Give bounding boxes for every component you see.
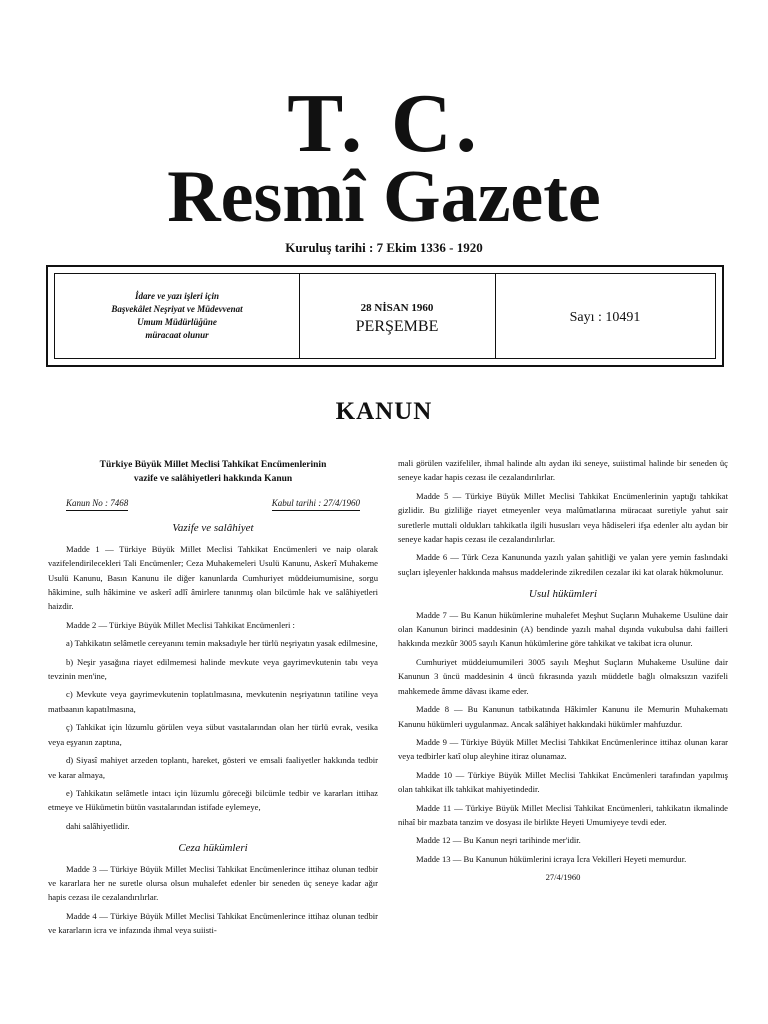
issue-cell: [495, 274, 715, 358]
paragraph: mali görülen vazifeliler, ihmal halinde altı aydan iki seneye, suiistimal halinde bir seneden üç seneye kadar hapis cezası ile cezalandırılırlar.: [398, 458, 728, 483]
paragraph: Cumhuriyet müddeiumumileri 3005 sayılı Meşhut Suçların Muhakeme Usulüne dair Kanunun 3 üncü maddesinin 4 üncü fıkrasında yazılı müddetle bağlı olmaksızın vazifeli mahkemede âmme dâvası ikame eder.: [398, 656, 728, 696]
paragraph: d) Siyasî mahiyet arzeden toplantı, hareket, gösteri ve emsali faaliyetler hakkında tedbir ve karar almaya,: [48, 755, 378, 780]
paragraph: c) Mevkute veya gayrimevkutenin toplatılmasına, mevkutenin neşriyatının tatiline veya matbaanın kapatılmasına,: [48, 689, 378, 714]
paragraph: Madde 2 — Türkiye Büyük Millet Meclisi Tahkikat Encümenleri :: [66, 619, 295, 630]
paragraph: Madde 7 — Bu Kanun hükümlerine muhalefet Meşhut Suçların Muhakeme Usulüne dair olan Kanunun birinci maddesinin (A) bendinde yazılı mahal dışında vukubulsa dahi failleri hakkında mezkûr 3005 sayılı Kanun hükümlerine göre tahkikat ve takibat icra olunur.: [398, 609, 728, 649]
law-title: [48, 458, 378, 486]
admin-line: Başvekâlet Neşriyat ve Müdevvenat: [111, 304, 243, 314]
paragraph: a) Tahkikatın selâmetle cereyanını temin maksadıyle her türlü neşriyatın yasak edilmesine,: [66, 638, 378, 649]
paragraph: Madde 6 — Türk Ceza Kanununda yazılı yalan şahitliği ve yalan yere yemin faslındaki suçları işleyenler hakkında mahsus maddelerinde zikredilen cezalar iki kat olarak hükmolunur.: [398, 552, 728, 577]
founding-date: Kuruluş tarihi : 7 Ekim 1336 - 1920: [285, 240, 483, 255]
paragraph: Madde 12 — Bu Kanun neşri tarihinde mer'idir.: [416, 835, 581, 846]
paragraph: Madde 13 — Bu Kanunun hükümlerini icraya İcra Vekilleri Heyeti memurdur.: [416, 853, 687, 864]
paragraph: Madde 4 — Türkiye Büyük Millet Meclisi Tahkikat Encümenlerince ittihaz olunan tedbir ve kararların icra ve infazında ihmal veya suiisti-: [48, 910, 378, 936]
section-heading-duties: Vazife ve salâhiyet: [172, 522, 254, 535]
law-title-line: Türkiye Büyük Millet Meclisi Tahkikat Encümenlerinin: [99, 460, 327, 470]
paragraph: Madde 10 — Türkiye Büyük Millet Meclisi Tahkikat Encümenleri tarafından yapılmış olan tahkikat ilk tahkikat mahiyetindedir.: [398, 769, 728, 795]
section-heading-penalties: Ceza hükümleri: [178, 842, 248, 855]
info-box-inner: [54, 273, 716, 359]
paragraph: Madde 9 — Türkiye Büyük Millet Meclisi Tahkikat Encümenlerince ittihaz olunan karar veya tedbirler katî olup aleyhine itiraz olunamaz.: [398, 736, 728, 762]
paragraph: e) Tahkikatın selâmetle intacı için lüzumlu göreceği bilcümle tedbir ve kararları ittihaz etmeye ve Hükümetin bütün vasıtalarından istifade eylemeye,: [48, 787, 378, 813]
admin-cell: [55, 274, 300, 358]
paragraph: dahi salâhiyetlidir.: [66, 820, 130, 831]
paragraph: Madde 8 — Bu Kanunun tatbikatında Hâkimler Kanunu ile Memurin Muhakematı Kanunu hükümleri uygulanmaz. Ancak salâhiyet hakkındaki hükümler mahfuzdur.: [398, 704, 728, 729]
paragraph: Madde 3 — Türkiye Büyük Millet Meclisi Tahkikat Encümenlerince ittihaz olunan tedbir ve kararlara her ne suretle olursa olsun muhalefet edenler bir seneden üç seneye kadar ağır hapis cezası ile cezalandırılırlar.: [48, 863, 378, 903]
issue-date: 28 NİSAN 1960: [360, 302, 434, 314]
section-heading-procedure: Usul hükümleri: [528, 588, 598, 601]
paragraph: b) Neşir yasağına riayet edilmemesi halinde mevkute veya gayrimevkutenin tabı veya tevzinin men'ine,: [48, 656, 378, 682]
masthead-tc: T. C.: [287, 77, 481, 170]
issue-day: PERŞEMBE: [355, 318, 439, 335]
admin-note: [55, 290, 299, 342]
paragraph: Madde 5 — Türkiye Büyük Millet Meclisi Tahkikat Encümenlerinin yaptığı tahkikat gizlidir. Bu gizliliğe riayet etmeyenler veya malûmatlarına müracaat suretiyle yahut sair suretlerle muttali oldukları tahkikatla ilgili hususları veya hâdiseleri ifşa edenler altı aydan bir seneye kadar hapis cezası ile cezalandırılırlar.: [398, 490, 728, 545]
issue-number: Sayı : 10491: [569, 310, 641, 325]
masthead-title: Resmî Gazete: [167, 156, 601, 238]
signature-date: 27/4/1960: [545, 872, 581, 883]
law-meta: [48, 496, 378, 511]
right-column: [398, 456, 728, 885]
admin-line: İdare ve yazı işleri için: [135, 291, 219, 301]
left-column: [48, 458, 378, 942]
paragraph: ç) Tahkikat için lüzumlu görülen veya sübut vasıtalarından olan her türlü evrak, vesika veya eşyanın zaptına,: [48, 722, 378, 747]
paragraph: Madde 1 — Türkiye Büyük Millet Meclisi Tahkikat Encümenleri ve naip olarak vazifelendirilecekleri Tali Encümenler; Ceza Muhakemeleri Usulü Kanunu, Askerî Muhakeme Usulü Kanunu, Basın Kanunu ile diğer kanunlarda Cumhuriyet müddeiumumisine, sorgu hâkimine, sulh hâkimine ve askerî adlî âmirlere tanınmış olan bilcümle hak ve salâhiyetleri haizdir.: [48, 543, 378, 612]
info-box: [46, 265, 724, 367]
accept-date: Kabul tarihi : 27/4/1960: [272, 496, 360, 511]
admin-line: Umum Müdürlüğüne: [137, 317, 217, 327]
law-title-line: vazife ve salâhiyetleri hakkında Kanun: [133, 474, 293, 484]
paragraph: Madde 11 — Türkiye Büyük Millet Meclisi Tahkikat Encümenleri, tahkikatın ikmalinde nihaî bir mazbata tanzim ve dosyası ile birlikte Heyeti Umumiyeye tevdi eder.: [398, 802, 728, 827]
date-cell: [299, 274, 496, 358]
section-heading: KANUN: [335, 398, 433, 425]
admin-line: müracaat olunur: [145, 330, 209, 340]
law-number: Kanun No : 7468: [66, 496, 128, 511]
